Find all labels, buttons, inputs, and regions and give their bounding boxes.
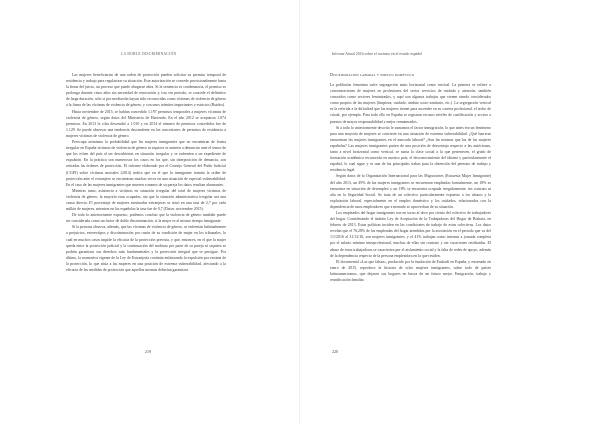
paragraph: Preocupa asimismo la probabilidad que las mujeres inmigrantes que no encuentran de forma irregular en España víctimas de violencia de género ni siquiera se animen a denunciar ante el temor de que los echen del país al ser descubiertas en situación irregular y se enfrenten a un expediente de expulsión. En la práctica son numerosos los casos en los que, sin interposición de denuncia, son retiradas las órdenes de protección. El informe elaborado por el Consejo General del Poder Judicial (CGPJ) sobre víctimas mortales (2014) indica que en el que la inmigrante tramita la orden de protección ante el extranjero se encuentran muchas veces en una situación de especial vulnerabilidad. En el caso de las mujeres inmigrantes que mueren a manos de su pareja los datos resultan alarmantes.	[66, 140, 226, 187]
body-text	[66, 72, 226, 273]
running-head: LA DOBLE DISCRIMINACIÓN	[121, 52, 177, 56]
page-number: 219	[145, 349, 151, 354]
body-text	[330, 82, 491, 283]
paragraph: Los empleados del hogar inmigrantes son en torno al doce por ciento del colectivo de trabajadores del hogar. Considerando el ámbito Ley de Aceptación de la Trabajadoras del Hogar de Bizkaia, en febrero de 2013, Estas políticas inciden en las condiciones de trabajo de estas colectivas. Los datos revelan que el 76,28% de las empleadas del hogar atendidas por la asociación en el periodo que va del 1/1/2016 al 31/12/16, son mujeres inmigrantes, y el 41% trabajan como internas a jornada completa por el salario mínimo interprofesional, muchas de ellas sin contrato y sin vacaciones retribuidas. El abuso de estas trabajadoras se caracteriza por el aislamiento social y la falta de redes de apoyo, además de la dependencia respecto de la persona empleadora en la que residen.	[330, 210, 491, 258]
paragraph: La población femenina sufre segregación tanto horizontal como vertical. La primera se refiere a concentraciones de mujeres en profesiones del sector servicios de cuidado y atención, también conocidos como sectores feminizados, y aquí son algunos trabajos que vienen siendo considerados como propios de las mujeres (limpieza, cuidado, ámbito socio-sanitario, etc.). La segregación vertical es la referida a la dificultad que las mujeres tienen para ascender en su carrera profesional, el techo de cristal, por ejemplo. Para todo ello en España se registran escasos niveles de cualificación y acceso a puestos de mayor responsabilidad y mejor remunerados.	[330, 83, 491, 124]
paragraph: Según datos de la Organización Internacional para las Migraciones (Encuesta Mujer Inmigrante) del año 2013, un 49% de las mujeres inmigrantes se encuentran empleadas formalmente, un 18% se encuentra en situación de desempleo y un 18% se encuentra ocupada irregularmente, sin contrato ni alta en la Seguridad Social. Se trata de un colectivo particularmente expuesto a los abusos y la explotación laboral, especialmente en el empleo doméstico y los cuidados, relacionados con la dependencia de unos empleadores que a menudo se aprovechan de su situación.	[330, 174, 491, 209]
page-number: 220	[332, 349, 338, 354]
paragraph: Mientras tanto, asistencia a víctimas en situación irregular del total de mujeres víctimas de violencia de género, la mayoría eran ocupadas, sin que la situación administrativa irregular sea una causa directa. El porcentaje de mujeres asesinadas extranjeras se situó en una tasa de 2,7 por cada millón de mujeres, mientras en las españolas la tasa fue de 0,7 (Datos: noviembre 2015).	[66, 188, 226, 212]
right-page	[300, 0, 600, 424]
paragraph: El documental «Las que faltan», producido por la fundación de Euskadi en España, y estrenado en enero de 2015, reproduce la historia de ocho mujeres inmigrantes, sobre todo de países latinoamericanos, que dejaron sus hogares en busca de un futuro mejor. Emigración, trabajo y reunificación familiar.	[330, 259, 491, 282]
paragraph: Las mujeres beneficiarias de una orden de protección pueden solicitar su permiso temporal de residencia y trabajo para regularizar su situación. Este autorización se concede provisionalmente hasta la firma del juicio, un proceso que puede alargarse años. Si la sentencia es condenatoria, el permiso se prolonga durante cinco años sin necesidad de renovación y, tras ese periodo, se concede el definitivo de larga duración, sólo si por mediación hayan sido reconocidas como víctimas de violencia de género a la firma de las víctimas de violencia de género, y con unos trámites importantes y estrictos (Ruidos).	[66, 73, 226, 108]
paragraph: Si a todo lo anteriormente descrito le sumamos el factor inmigración, lo que antes era un fenómeno para una mayoría de mujeres se convierte en una situación de extrema vulnerabilidad. ¿Qué barreras encuentran las mujeres inmigrantes en el mercado laboral? ¿Son las mismas que las de las mujeres españolas? Las mujeres inmigrantes parten de una posición de desventaja respecto a las autóctonas, tanto a nivel horizontal como vertical, se suma la clase social a la que pertenecen, el grado de formación académica reconocida en nuestro país, el desconocimiento del idioma y particularmente el español, lo cual sigue y es una de las principales trabas para la obtención del permiso de trabajo y residencia legal.	[330, 125, 491, 173]
paragraph: De todo lo anteriormente expuesto, podemos concluir que la violencia de género también puede ser considerada como un factor de doble discriminación, si la mujer es al mismo tiempo inmigrante.	[66, 213, 226, 224]
running-head: Informe Anual 2016 sobre el racismo en el estado español	[332, 52, 423, 56]
section-title: Discriminación laboral y empleo doméstico	[330, 72, 415, 77]
paragraph: Si la persona observa, además, que las víctimas de violencia de género, se enfrentan habitualmente a prejuicios, estereotipos y discriminación por razón de su condición de mujer en los tribunales, lo cual en muchos casos impide la eficacia de la protección prevista, y que, entonces, en el que la mujer queda entre la protección judicial y la continuación del maltrato por parte de su pareja ni siquiera se podrán garantizar sus derechos más fundamentales y la protección integral que se persigue. Por último, la normativa vigente de la Ley de Extranjería continúa enfatizando la expulsión por encima de la protección, lo que sitúa a las mujeres en una posición de extrema vulnerabilidad, afectando a la eficacia de las medidas de protección que aquellas mismas deberían garantizar.	[66, 225, 226, 272]
paragraph: Hasta noviembre de 2015, se habían concedido 1.197 permisos temporales a mujeres víctimas de violencia de género, según datos del Ministerio de Hacienda. En el año 2012 se aceptaron 1.074 permisos. En 2013 la cifra descendió a 1.010 y en 2014 el número de permisos concedidos fue de 1.129. Se puede observar una tendencia descendente en las concesiones de permisos de residencia a mujeres víctimas de violencia de género.	[66, 109, 226, 138]
